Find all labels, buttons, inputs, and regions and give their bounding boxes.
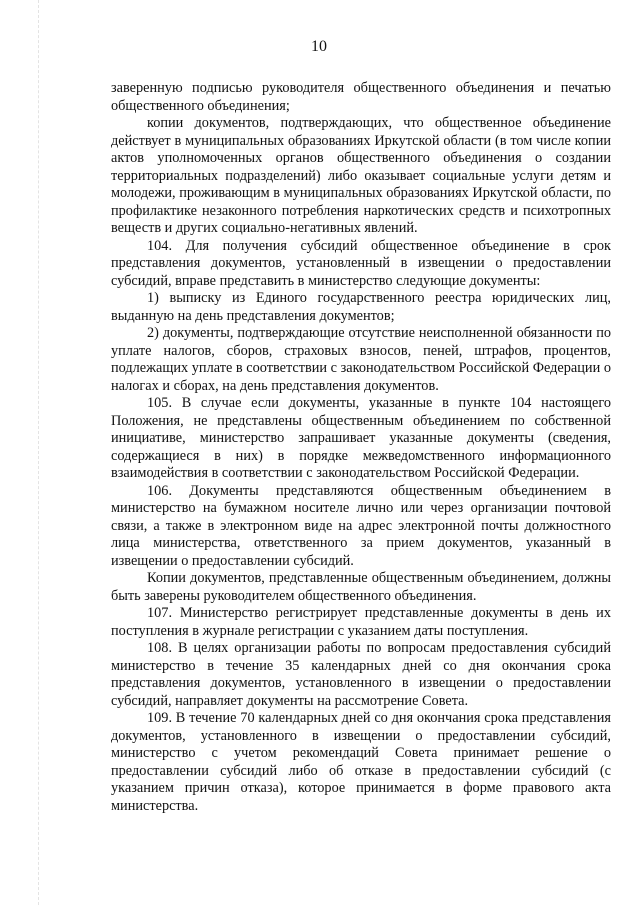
paragraph: заверенную подписью руководителя общественного объединения и печатью общественного объединения; <box>111 80 611 114</box>
paragraph: Копии документов, представленные общественным объединением, должны быть заверены руководителем общественного объединения. <box>111 570 611 604</box>
page-number: 10 <box>311 38 327 55</box>
document-body <box>111 80 611 815</box>
paragraph-clause-109: 109. В течение 70 календарных дней со дня окончания срока представления документов, установленного в извещении о предоставлении субсидий, министерство с учетом рекомендаций Совета принимает решение о предоставлении субсидий либо об отказе в предоставлении субсидий (с указанием причин отказа), которое принимается в форме правового акта министерства. <box>111 710 611 814</box>
scan-edge-line <box>38 0 39 905</box>
list-item-2: 2) документы, подтверждающие отсутствие неисполненной обязанности по уплате налогов, сборов, страховых взносов, пеней, штрафов, процентов, подлежащих уплате в соответствии с законодательством Российской Федерации о налогах и сборах, на день представления документов. <box>111 325 611 394</box>
paragraph-clause-107: 107. Министерство регистрирует представленные документы в день их поступления в журнале регистрации с указанием даты поступления. <box>111 605 611 639</box>
paragraph-clause-108: 108. В целях организации работы по вопросам предоставления субсидий министерство в течение 35 календарных дней со дня окончания срока представления документов, установленного в извещении о предоставлении субсидий, направляет документы на рассмотрение Совета. <box>111 640 611 709</box>
paragraph-clause-106: 106. Документы представляются общественным объединением в министерство на бумажном носителе лично или через организации почтовой связи, а также в электронном виде на адрес электронной почты должностного лица министерства, ответственного за прием документов, указанный в извещении о предоставлении субсидий. <box>111 482 611 569</box>
list-item-1: 1) выписку из Единого государственного реестра юридических лиц, выданную на день представления документов; <box>111 290 611 324</box>
paragraph-clause-104: 104. Для получения субсидий общественное объединение в срок представления документов, установленный в извещении о предоставлении субсидий, вправе представить в министерство следующие документы: <box>111 237 611 289</box>
paragraph: копии документов, подтверждающих, что общественное объединение действует в муниципальных образованиях Иркутской области (в том числе копии актов уполномоченных органов общественного объединения о создании территориальных подразделений) либо оказывает социальные услуги детям и молодежи, проживающим в муниципальных образованиях Иркутской области, по профилактике незаконного потребления наркотических средств и психотропных веществ и других социально-негативных явлений. <box>111 115 611 236</box>
paragraph-clause-105: 105. В случае если документы, указанные в пункте 104 настоящего Положения, не представлены общественным объединением по собственной инициативе, министерство запрашивает указанные документы (сведения, содержащиеся в них) в порядке межведомственного информационного взаимодействия в соответствии с законодательством Российской Федерации. <box>111 395 611 481</box>
